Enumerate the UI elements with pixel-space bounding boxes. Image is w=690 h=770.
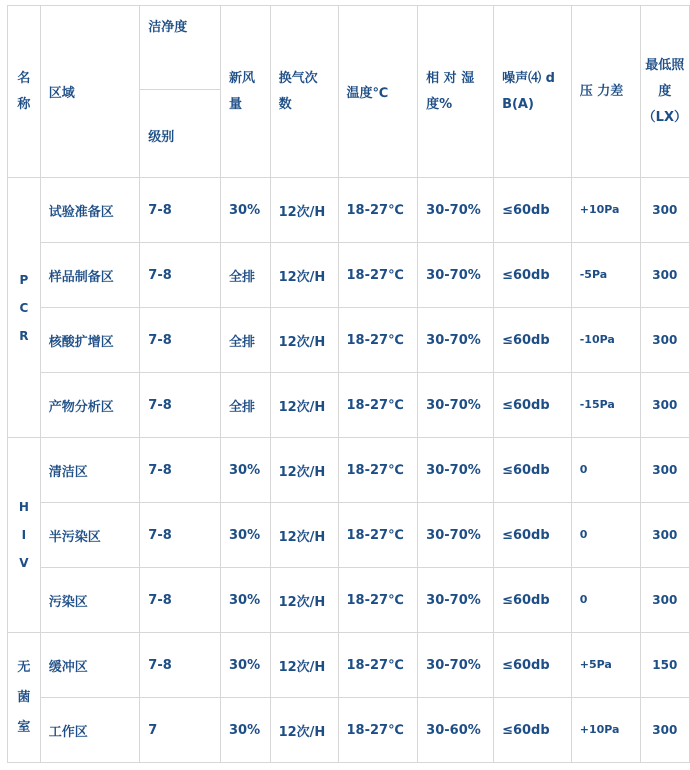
temperature-cell: 18-27℃ <box>338 438 418 503</box>
air-change-cell: 12次/H <box>270 373 338 438</box>
header-name: 名称 <box>8 6 41 178</box>
pressure-cell: +10Pa <box>571 698 640 763</box>
header-air-change: 换气次数 <box>270 6 338 178</box>
level-cell: 7 <box>140 698 221 763</box>
fresh-air-cell: 全排 <box>220 373 270 438</box>
header-illuminance: 最低照度（LX） <box>640 6 689 178</box>
header-pressure: 压 力差 <box>571 6 640 178</box>
temperature-cell: 18-27℃ <box>338 698 418 763</box>
humidity-cell: 30-70% <box>418 633 494 698</box>
level-cell: 7-8 <box>140 308 221 373</box>
header-area: 区域 <box>40 6 140 178</box>
air-change-cell: 12次/H <box>270 308 338 373</box>
pressure-cell: +10Pa <box>571 178 640 243</box>
group-name-cell: H I V <box>8 438 41 633</box>
noise-cell: ≤60db <box>494 568 572 633</box>
temperature-cell: 18-27℃ <box>338 633 418 698</box>
area-cell: 工作区 <box>40 698 140 763</box>
level-cell: 7-8 <box>140 503 221 568</box>
noise-cell: ≤60db <box>494 178 572 243</box>
group-name-cell: P C R <box>8 178 41 438</box>
header-temperature: 温度℃ <box>338 6 418 178</box>
fresh-air-cell: 30% <box>220 438 270 503</box>
group-name-cell: 无 菌 室 <box>8 633 41 763</box>
humidity-cell: 30-70% <box>418 243 494 308</box>
pressure-cell: 0 <box>571 568 640 633</box>
area-cell: 缓冲区 <box>40 633 140 698</box>
cleanroom-spec-table <box>7 5 690 763</box>
pressure-cell: 0 <box>571 438 640 503</box>
area-cell: 试验准备区 <box>40 178 140 243</box>
pressure-cell: -15Pa <box>571 373 640 438</box>
area-cell: 清洁区 <box>40 438 140 503</box>
noise-cell: ≤60db <box>494 373 572 438</box>
noise-cell: ≤60db <box>494 438 572 503</box>
pressure-cell: -10Pa <box>571 308 640 373</box>
area-cell: 样品制备区 <box>40 243 140 308</box>
air-change-cell: 12次/H <box>270 438 338 503</box>
humidity-cell: 30-70% <box>418 568 494 633</box>
temperature-cell: 18-27℃ <box>338 243 418 308</box>
table-row <box>8 373 690 438</box>
fresh-air-cell: 全排 <box>220 308 270 373</box>
header-row <box>8 6 690 90</box>
pressure-cell: 0 <box>571 503 640 568</box>
header-level: 级别 <box>140 90 221 178</box>
air-change-cell: 12次/H <box>270 243 338 308</box>
air-change-cell: 12次/H <box>270 178 338 243</box>
air-change-cell: 12次/H <box>270 633 338 698</box>
pressure-cell: +5Pa <box>571 633 640 698</box>
area-cell: 污染区 <box>40 568 140 633</box>
humidity-cell: 30-70% <box>418 373 494 438</box>
humidity-cell: 30-60% <box>418 698 494 763</box>
table-row <box>8 243 690 308</box>
table-row <box>8 438 690 503</box>
humidity-cell: 30-70% <box>418 503 494 568</box>
air-change-cell: 12次/H <box>270 568 338 633</box>
level-cell: 7-8 <box>140 633 221 698</box>
area-cell: 核酸扩增区 <box>40 308 140 373</box>
temperature-cell: 18-27℃ <box>338 503 418 568</box>
fresh-air-cell: 30% <box>220 503 270 568</box>
level-cell: 7-8 <box>140 438 221 503</box>
level-cell: 7-8 <box>140 178 221 243</box>
pressure-cell: -5Pa <box>571 243 640 308</box>
header-humidity: 相 对 湿度% <box>418 6 494 178</box>
table-row <box>8 698 690 763</box>
area-cell: 半污染区 <box>40 503 140 568</box>
table-row <box>8 178 690 243</box>
lux-cell: 300 <box>640 438 689 503</box>
humidity-cell: 30-70% <box>418 178 494 243</box>
table-row <box>8 633 690 698</box>
lux-cell: 300 <box>640 568 689 633</box>
lux-cell: 300 <box>640 698 689 763</box>
air-change-cell: 12次/H <box>270 698 338 763</box>
table-row <box>8 308 690 373</box>
noise-cell: ≤60db <box>494 698 572 763</box>
air-change-cell: 12次/H <box>270 503 338 568</box>
table-row <box>8 568 690 633</box>
header-noise: 噪声⑷ d B(A) <box>494 6 572 178</box>
lux-cell: 300 <box>640 373 689 438</box>
fresh-air-cell: 30% <box>220 698 270 763</box>
fresh-air-cell: 30% <box>220 568 270 633</box>
lux-cell: 300 <box>640 503 689 568</box>
lux-cell: 300 <box>640 308 689 373</box>
lux-cell: 300 <box>640 178 689 243</box>
fresh-air-cell: 30% <box>220 178 270 243</box>
noise-cell: ≤60db <box>494 308 572 373</box>
level-cell: 7-8 <box>140 568 221 633</box>
temperature-cell: 18-27℃ <box>338 178 418 243</box>
temperature-cell: 18-27℃ <box>338 308 418 373</box>
humidity-cell: 30-70% <box>418 308 494 373</box>
noise-cell: ≤60db <box>494 503 572 568</box>
humidity-cell: 30-70% <box>418 438 494 503</box>
area-cell: 产物分析区 <box>40 373 140 438</box>
header-fresh-air: 新风量 <box>220 6 270 178</box>
temperature-cell: 18-27℃ <box>338 373 418 438</box>
fresh-air-cell: 30% <box>220 633 270 698</box>
fresh-air-cell: 全排 <box>220 243 270 308</box>
noise-cell: ≤60db <box>494 243 572 308</box>
temperature-cell: 18-27℃ <box>338 568 418 633</box>
lux-cell: 150 <box>640 633 689 698</box>
header-cleanliness: 洁净度 <box>140 6 221 90</box>
noise-cell: ≤60db <box>494 633 572 698</box>
lux-cell: 300 <box>640 243 689 308</box>
table-row <box>8 503 690 568</box>
level-cell: 7-8 <box>140 243 221 308</box>
level-cell: 7-8 <box>140 373 221 438</box>
